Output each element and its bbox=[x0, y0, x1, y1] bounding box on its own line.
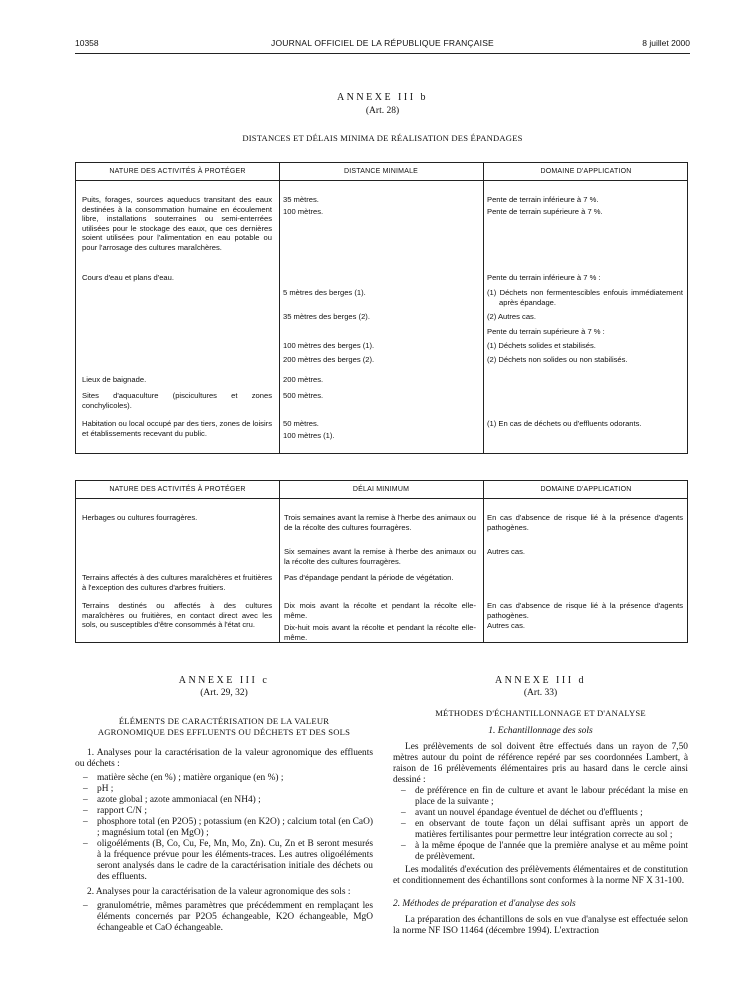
header-nature: NATURE DES ACTIVITÉS À PROTÉGER bbox=[109, 168, 246, 175]
table-cell: 100 mètres des berges (1). bbox=[283, 341, 375, 350]
table-cell: En cas d'absence de risque lié à la présence d'agents pathogènes. bbox=[487, 601, 683, 620]
annex-b-heading: DISTANCES ET DÉLAIS MINIMA DE RÉALISATION DES ÉPANDAGES bbox=[242, 133, 523, 143]
table-cell: Dix-huit mois avant la récolte et pendant la récolte elle-même. bbox=[284, 623, 476, 642]
annex-d-heading: MÉTHODES D'ÉCHANTILLONNAGE ET D'ANALYSE bbox=[435, 708, 646, 718]
list-item-text: matière sèche (en %) ; matière organique (en %) ; bbox=[97, 773, 284, 783]
table-cell: 200 mètres. bbox=[283, 375, 324, 384]
annex-c-heading-line1: ÉLÉMENTS DE CARACTÉRISATION DE LA VALEUR bbox=[118, 716, 330, 726]
table-cell: 35 mètres. bbox=[283, 195, 319, 204]
table-cell: Six semaines avant la remise à l'herbe des animaux ou la récolte des cultures fourragères. bbox=[284, 547, 476, 566]
list-item-text: azote global ; azote ammoniacal (en NH4) ; bbox=[97, 795, 261, 805]
paragraph: 1. Analyses pour la caractérisation de la valeur agronomique des effluents ou déchets : bbox=[75, 748, 373, 769]
paragraph: Les prélèvements de sol doivent être effectués dans un rayon de 7,50 mètres autour du point de référence repéré par ses coordonnées Lambert, à raison de 16 prélèvements élémentaires pris au hasard dans le cercle ainsi dessiné : bbox=[393, 742, 688, 785]
table-cell: Pas d'épandage pendant la période de végétation. bbox=[284, 573, 454, 582]
table-cell: (2) Déchets non solides ou non stabilisés. bbox=[487, 355, 628, 364]
table-cell: 100 mètres (1). bbox=[283, 431, 335, 440]
annex-c-article: (Art. 29, 32) bbox=[200, 688, 248, 698]
header-nature: NATURE DES ACTIVITÉS À PROTÉGER bbox=[109, 486, 246, 493]
table-cell: Herbages ou cultures fourragères. bbox=[82, 513, 198, 522]
table-cell: Pente du terrain inférieure à 7 % : bbox=[487, 273, 601, 282]
table-cell: 50 mètres. bbox=[283, 419, 319, 428]
list-item: – granulométrie, mêmes paramètres que précédemment en remplaçant les éléments concernés par P2O5 échangeable, K2O échangeable, MgO échangeable et CaO échangeable. bbox=[83, 901, 373, 933]
distances-table-header bbox=[76, 163, 687, 181]
header-domaine: DOMAINE D'APPLICATION bbox=[540, 486, 632, 493]
annex-b-title: ANNEXE III b bbox=[336, 92, 429, 103]
header-distance: DISTANCE MINIMALE bbox=[343, 168, 419, 175]
header-rule bbox=[75, 53, 690, 54]
list-item: – phosphore total (en P2O5) ; potassium (en K2O) ; calcium total (en CaO) ; magnésium total (en MgO) ; bbox=[83, 817, 373, 838]
issue-date: 8 juillet 2000 bbox=[642, 38, 690, 48]
list-item-text: rapport C/N ; bbox=[97, 806, 147, 816]
annex-c-heading-line2: AGRONOMIQUE DES EFFLUENTS OU DÉCHETS ET DES SOLS bbox=[97, 727, 351, 737]
section-2-title: 2. Méthodes de préparation et d'analyse des sols bbox=[393, 899, 576, 909]
table-cell: Lieux de baignade. bbox=[82, 375, 147, 384]
table-cell: (1) Déchets solides et stabilisés. bbox=[487, 341, 596, 350]
annex-d-title: ANNEXE III d bbox=[494, 675, 587, 686]
list-item: – azote global ; azote ammoniacal (en NH4) ; bbox=[83, 795, 261, 805]
table-cell: Pente de terrain supérieure à 7 %. bbox=[487, 207, 603, 216]
table-cell: 500 mètres. bbox=[283, 391, 324, 400]
list-item-text: avant un nouvel épandage éventuel de déchet ou d'effluents ; bbox=[415, 808, 643, 818]
annex-d-article: (Art. 33) bbox=[523, 688, 558, 698]
list-item-text: pH ; bbox=[97, 784, 114, 794]
section-1-title: 1. Echantillonnage des sols bbox=[488, 726, 593, 736]
paragraph: Les modalités d'exécution des prélèvements élémentaires et de constitution et conditionnement des échantillons sont conformes à la norme NF X 31-100. bbox=[393, 865, 688, 886]
list-item: – oligoéléments (B, Co, Cu, Fe, Mn, Mo, Zn). Cu, Zn et B seront mesurés à la fréquence prévue pour les éléments-traces. Les autres oligoéléments seront analysés dans le cadre de la caractérisation initiale des déchets ou des effluents. bbox=[83, 839, 373, 882]
table-cell: Pente de terrain inférieure à 7 %. bbox=[487, 195, 599, 204]
annex-c-body bbox=[75, 748, 373, 934]
table-cell: Autres cas. bbox=[487, 547, 525, 556]
list-item-text: en observant de toute façon un délai suffisant après un apport de matières fertilisantes pour permettre leur intégration correcte au sol ; bbox=[415, 819, 688, 840]
header-domaine: DOMAINE D'APPLICATION bbox=[540, 168, 632, 175]
list-item-text: granulométrie, mêmes paramètres que précédemment en remplaçant les éléments concernés par P2O5 échangeable, K2O échangeable, MgO échangeable et CaO échangeable. bbox=[97, 901, 373, 933]
annex-b-article: (Art. 28) bbox=[365, 106, 400, 116]
list-item: – en observant de toute façon un délai suffisant après un apport de matières fertilisantes pour permettre leur intégration correcte au sol ; bbox=[401, 819, 688, 840]
page-number: 10358 bbox=[75, 38, 99, 48]
list-item-text: de préférence en fin de culture et avant le labour précédant la mise en place de la suivante ; bbox=[415, 786, 688, 807]
list-item-text: oligoéléments (B, Co, Cu, Fe, Mn, Mo, Zn). Cu, Zn et B seront mesurés à la fréquence prévue pour les éléments-traces. Les autres oligoéléments seront analysés dans le cadre de la caractérisation initiale des déchets ou des effluents. bbox=[97, 839, 373, 882]
list-item-text: phosphore total (en P2O5) ; potassium (en K2O) ; calcium total (en CaO) ; magnésium total (en MgO) ; bbox=[97, 817, 373, 838]
table-cell: Cours d'eau et plans d'eau. bbox=[82, 273, 174, 282]
paragraph: La préparation des échantillons de sols en vue d'analyse est effectuée selon la norme NF ISO 11464 (décembre 1994). L'extraction bbox=[393, 915, 688, 936]
table-cell: (1) En cas de déchets ou d'effluents odorants. bbox=[487, 419, 642, 428]
table-cell: Pente du terrain supérieure à 7 % : bbox=[487, 327, 605, 336]
running-header bbox=[75, 38, 690, 54]
header-delai: DÉLAI MINIMUM bbox=[352, 486, 410, 493]
table-cell: (2) Autres cas. bbox=[487, 312, 536, 321]
table-cell: En cas d'absence de risque lié à la présence d'agents pathogènes. bbox=[487, 513, 683, 532]
table-cell: Autres cas. bbox=[487, 621, 525, 630]
paragraph: 2. Analyses pour la caractérisation de la valeur agronomique des sols : bbox=[87, 887, 351, 897]
list-item: – de préférence en fin de culture et avant le labour précédant la mise en place de la suivante ; bbox=[401, 786, 688, 807]
table-cell: 200 mètres des berges (2). bbox=[283, 355, 375, 364]
table-cell: Trois semaines avant la remise à l'herbe des animaux ou de la récolte des cultures fourragères. bbox=[284, 513, 476, 532]
annex-d-body bbox=[393, 742, 688, 937]
table-cell: 5 mètres des berges (1). bbox=[283, 288, 366, 297]
table-cell: Terrains affectés à des cultures maraîchères et fruitières à l'exception des cultures d'arbres fruitiers. bbox=[82, 573, 272, 592]
table-cell: 100 mètres. bbox=[283, 207, 324, 216]
column-divider bbox=[279, 163, 280, 453]
list-item: – rapport C/N ; bbox=[83, 806, 147, 816]
list-item: – pH ; bbox=[83, 784, 114, 794]
table-cell: Habitation ou local occupé par des tiers, zones de loisirs et établissements recevant du public. bbox=[82, 419, 272, 438]
list-item-text: à la même époque de l'année que la première analyse et au même point de prélèvement. bbox=[415, 841, 688, 862]
column-divider bbox=[483, 481, 484, 642]
list-item: – matière sèche (en %) ; matière organique (en %) ; bbox=[83, 773, 284, 783]
table-cell: Sites d'aquaculture (piscicultures et zones conchylicoles). bbox=[82, 391, 272, 410]
distances-table bbox=[75, 162, 688, 454]
delays-table-header bbox=[76, 481, 687, 499]
journal-title: JOURNAL OFFICIEL DE LA RÉPUBLIQUE FRANÇAISE bbox=[271, 38, 494, 48]
table-cell: Puits, forages, sources aqueducs transitant des eaux destinées à la consommation humaine en écoulement libre, installations souterraines ou semi-enterrées utilisées pour le stockage des eaux, que ces dernières soient utilisées pour l'alimentation en eau potable ou pour l'arrosage des cultures maraîchères. bbox=[82, 195, 272, 252]
table-cell: 35 mètres des berges (2). bbox=[283, 312, 370, 321]
table-cell: (1) Déchets non fermentescibles enfouis immédiatement après épandage. bbox=[487, 288, 683, 307]
column-divider bbox=[483, 163, 484, 453]
column-divider bbox=[279, 481, 280, 642]
table-cell: Dix mois avant la récolte et pendant la récolte elle-même. bbox=[284, 601, 476, 620]
list-item: – avant un nouvel épandage éventuel de déchet ou d'effluents ; bbox=[401, 808, 643, 818]
table-cell: Terrains destinés ou affectés à des cultures maraîchères ou fruitières, en contact direct avec les sols, ou susceptibles d'être consommés à l'état cru. bbox=[82, 601, 272, 630]
delays-table bbox=[75, 480, 688, 643]
annex-c-title: ANNEXE III c bbox=[178, 675, 270, 686]
list-item: – à la même époque de l'année que la première analyse et au même point de prélèvement. bbox=[401, 841, 688, 862]
